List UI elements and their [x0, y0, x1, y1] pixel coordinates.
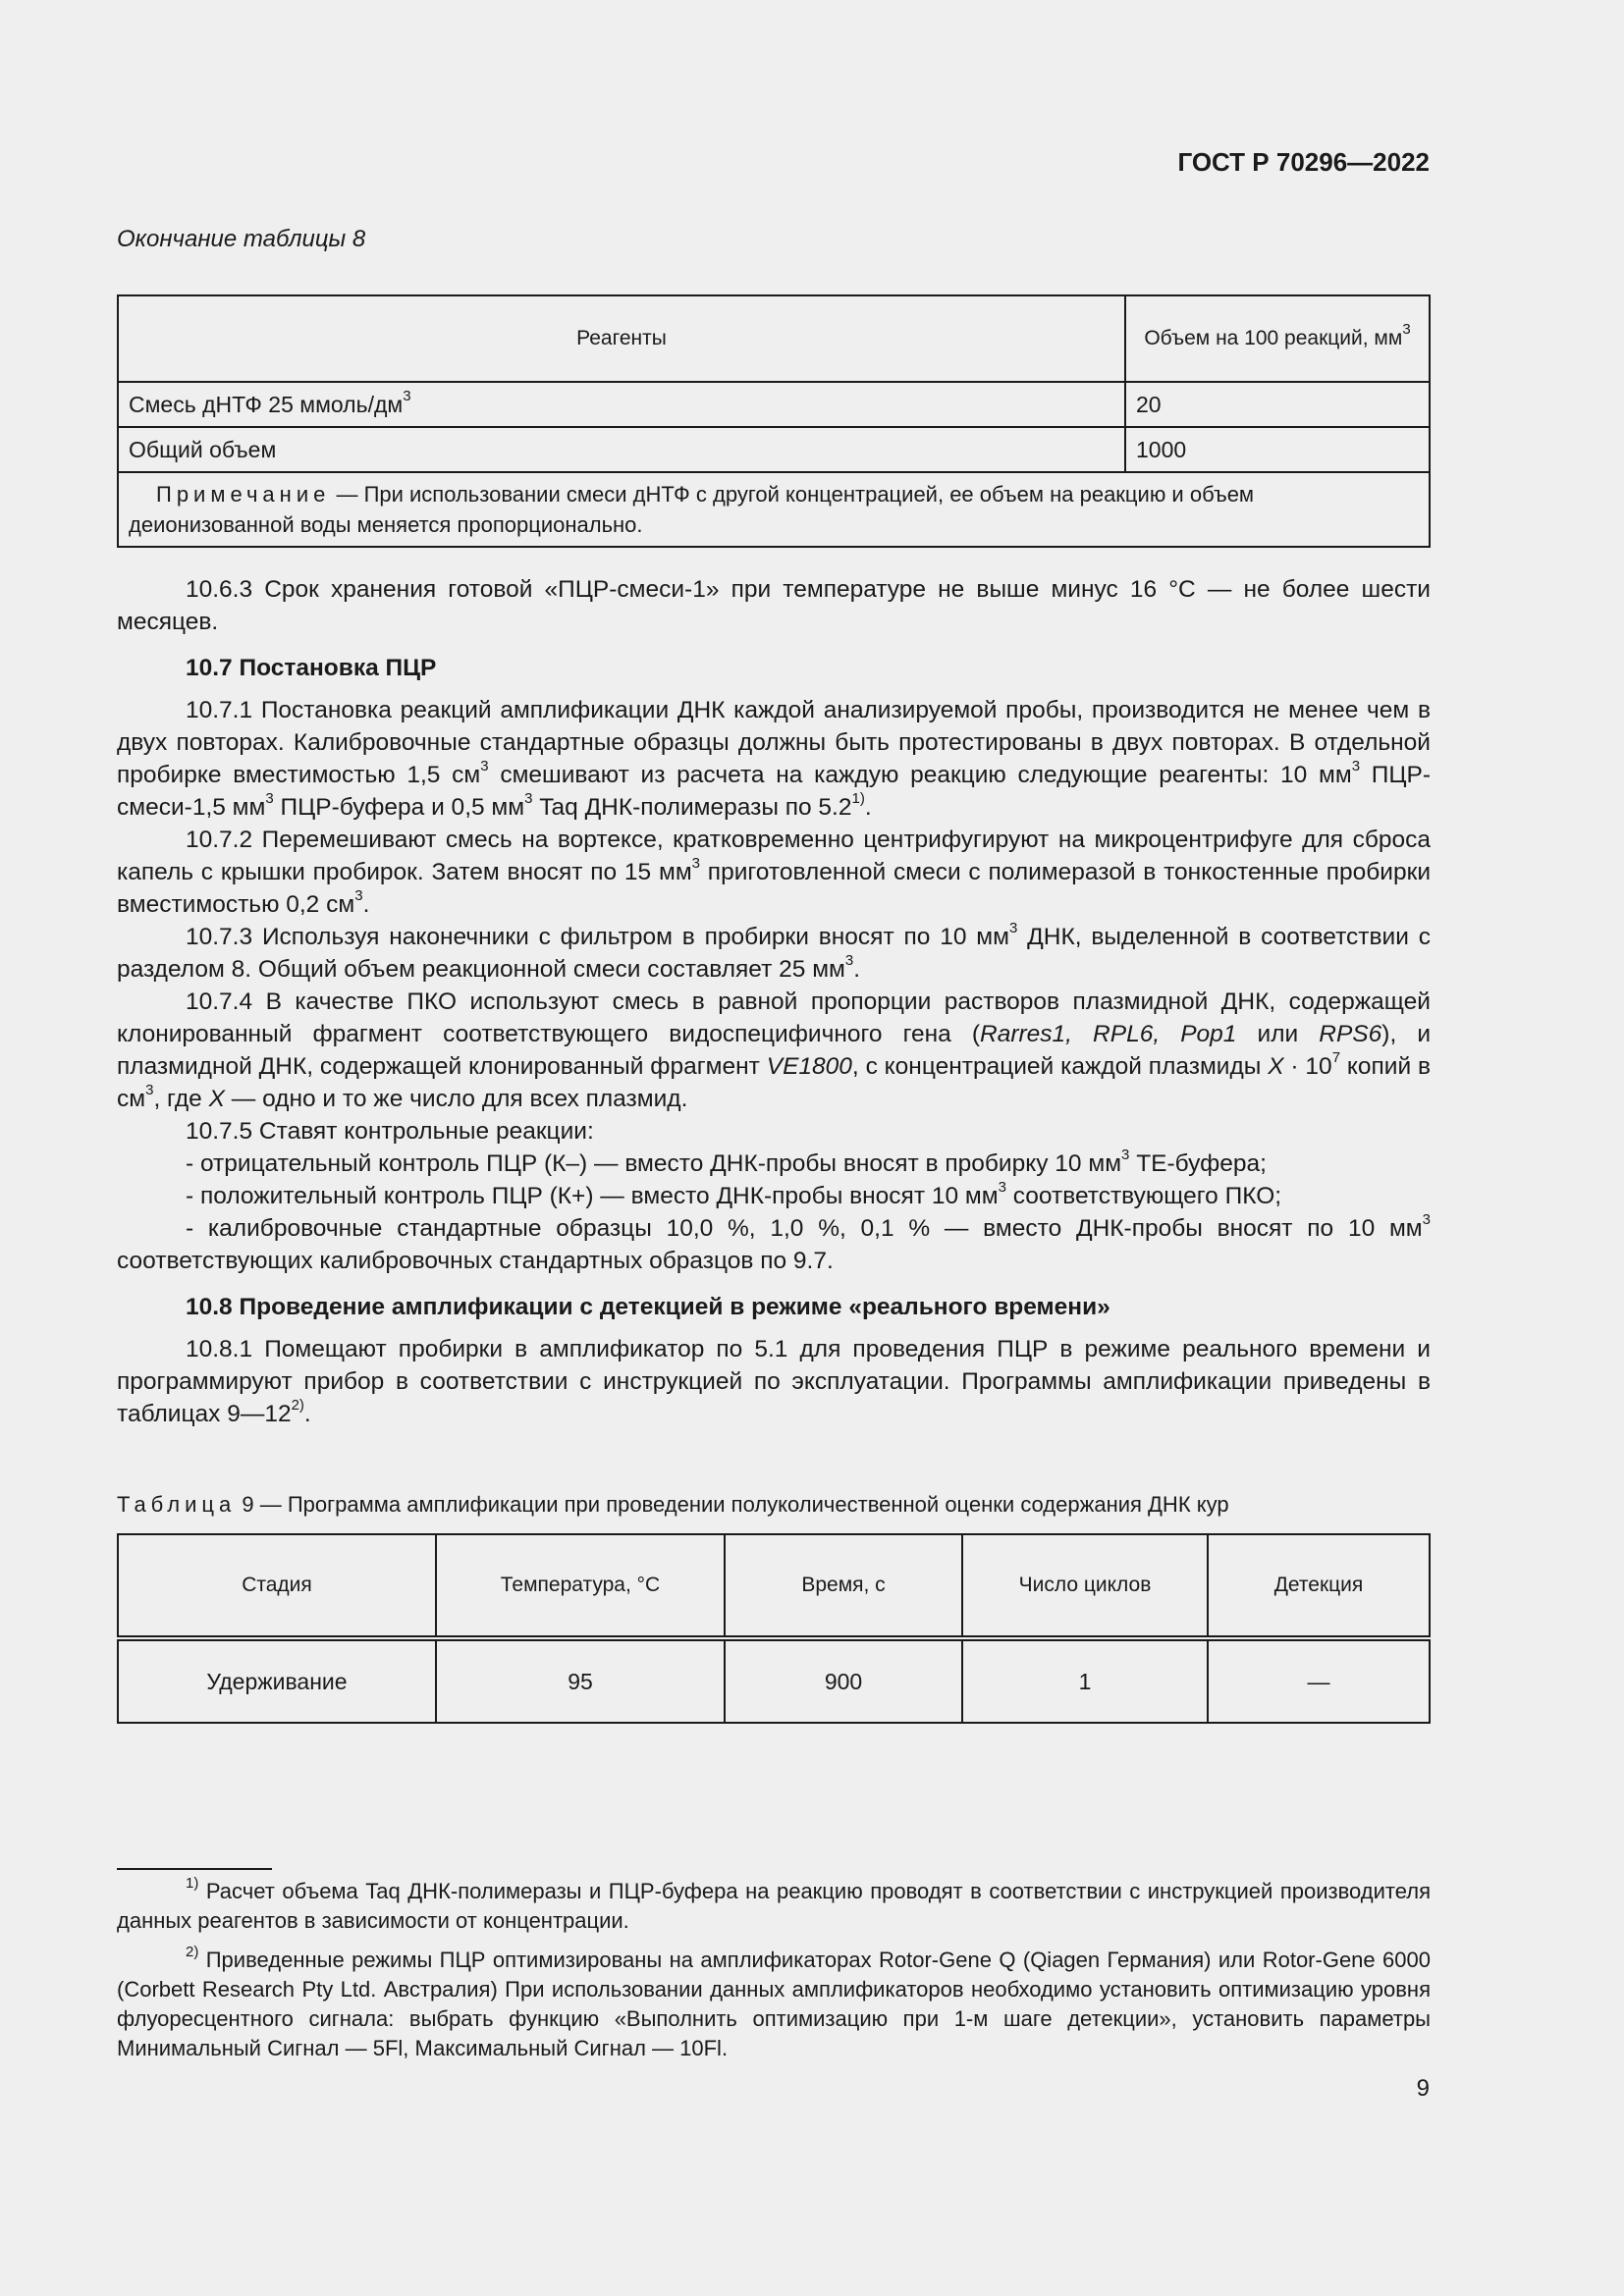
- table-cell: —: [1208, 1638, 1430, 1723]
- paragraph-10-7-1: 10.7.1 Постановка реакций амплификации ДНК каждой анализируемой пробы, производится не менее чем в двух повторах. Калибровочные стандартные образцы должны быть протестированы в двух повторах. В отдельной пробирке вместимостью 1,5 $см^3$ смешивают из расчета на каждую реакцию следующие реагенты: 10 $мм^3$ ПЦР-смеси-1,5 $мм^3$ ПЦР-буфера и 0,5 $мм^3$ Taq ДНК-полимеразы по 5.2$^{1)}$.: [117, 697, 1431, 821]
- paragraph-10-7-5: 10.7.5 Ставят контрольные реакции:: [186, 1118, 594, 1145]
- table-cell: Смесь дНТФ 25 ммоль/$дм^3$: [118, 382, 1125, 427]
- paragraph-10-7-2: 10.7.2 Перемешивают смесь на вортексе, кратковременно центрифугируют на микроцентрифуге для сброса капель с крышки пробирок. Затем вносят по 15 $мм^3$ приготовленной смеси с полимеразой в тонкостенные пробирки вместимостью 0,2 $см^3$.: [117, 827, 1432, 918]
- list-item: - отрицательный контроль ПЦР (К–) — вместо ДНК-пробы вносят в пробирку 10 $мм^3$ ТЕ-буфера;: [186, 1146, 1267, 1177]
- table-cell: 95: [436, 1638, 725, 1723]
- table-row: [118, 1638, 1430, 1723]
- main-text: [117, 573, 1431, 1430]
- table-cell: 900: [725, 1638, 962, 1723]
- table-cell: 1000: [1125, 427, 1430, 472]
- table-9-caption: Таблица 9 — Программа амплификации при проведении полуколичественной оценки содержания ДНК кур: [117, 1492, 1229, 1517]
- table-8-header-volume: Объем на 100 реакций, $мм^3$: [1125, 295, 1430, 382]
- table-9-header: Детекция: [1208, 1534, 1430, 1638]
- table-cell: 20: [1125, 382, 1430, 427]
- footnote-1: $^{1)}$ Расчет объема Taq ДНК-полимеразы и ПЦР-буфера на реакцию проводят в соответствии с инструкцией производителя данных реагентов в зависимости от концентрации.: [117, 1874, 1431, 1933]
- footnote-2: $^{2)}$ Приведенные режимы ПЦР оптимизированы на амплификаторах Rotor-Gene Q (Qiagen Германия) или Rotor-Gene 6000 (Corbett Research Pty Ltd. Австралия) При использовании данных амплификаторов необходимо установить оптимизацию уровня флуоресцентного сигнала: выбрать функцию «Выполнить оптимизацию при 1-м шаге детекции», установить параметры Минимальный Сигнал — 5Fl, Максимальный Сигнал — 10Fl.: [117, 1943, 1431, 2060]
- table-9-header: Температура, °С: [436, 1534, 725, 1638]
- table-9-header: Число циклов: [962, 1534, 1208, 1638]
- table-8-note: Примечание — При использовании смеси дНТФ с другой концентрацией, ее объем на реакцию и объем деионизованной воды меняется пропорционально.: [118, 472, 1430, 547]
- table-row: [118, 382, 1430, 427]
- page-number: 9: [1416, 2075, 1430, 2102]
- table-8: [117, 294, 1431, 548]
- table-8-continuation-caption: Окончание таблицы 8: [117, 226, 366, 252]
- footnotes: [117, 1874, 1431, 2063]
- table-8-header-reagents: Реагенты: [118, 295, 1125, 382]
- table-9-header: Время, с: [725, 1534, 962, 1638]
- document-id-header: ГОСТ Р 70296—2022: [1177, 147, 1430, 177]
- paragraph-10-7-3: 10.7.3 Используя наконечники с фильтром в пробирки вносят по 10 $мм^3$ ДНК, выделенной в соответствии с разделом 8. Общий объем реакционной смеси составляет 25 $мм^3$.: [117, 919, 1431, 983]
- table-9-header: Стадия: [118, 1534, 436, 1638]
- paragraph-10-6-3: 10.6.3 Срок хранения готовой «ПЦР-смеси-1» при температуре не выше минус 16 °С — не более шести месяцев.: [117, 576, 1431, 635]
- table-cell: 1: [962, 1638, 1208, 1723]
- heading-10-7: 10.7 Постановка ПЦР: [186, 655, 437, 681]
- heading-10-8: 10.8 Проведение амплификации с детекцией в режиме «реального времени»: [186, 1294, 1110, 1320]
- table-cell: Удерживание: [118, 1638, 436, 1723]
- table-cell: Общий объем: [118, 427, 1125, 472]
- list-item: - калибровочные стандартные образцы 10,0 %, 1,0 %, 0,1 % — вместо ДНК-пробы вносят по 10 $мм^3$ соответствующих калибровочных стандартных образцов по 9.7.: [117, 1210, 1431, 1274]
- paragraph-10-7-4: 10.7.4 В качестве ПКО используют смесь в равной пропорции растворов плазмидной ДНК, содержащей клонированный фрагмент соответствующего видоспецифичного гена (Rarres1, RPL6, Pop1 или RPS6), и плазмидной ДНК, содержащей клонированный фрагмент VE1800, с концентрацией каждой плазмиды $X \cdot 10^7$ копий в $см^3$, где X — одно и то же число для всех плазмид.: [117, 988, 1432, 1112]
- list-item: - положительный контроль ПЦР (К+) — вместо ДНК-пробы вносят 10 $мм^3$ соответствующего ПКО;: [186, 1178, 1282, 1209]
- paragraph-10-8-1: 10.8.1 Помещают пробирки в амплификатор по 5.1 для проведения ПЦР в режиме реального времени и программируют прибор в соответствии с инструкцией по эксплуатации. Программы амплификации приведены в таблицах 9—12$^{2)}$.: [117, 1336, 1431, 1427]
- table-9: [117, 1533, 1431, 1724]
- footnote-separator: [117, 1868, 272, 1870]
- table-row: [118, 427, 1430, 472]
